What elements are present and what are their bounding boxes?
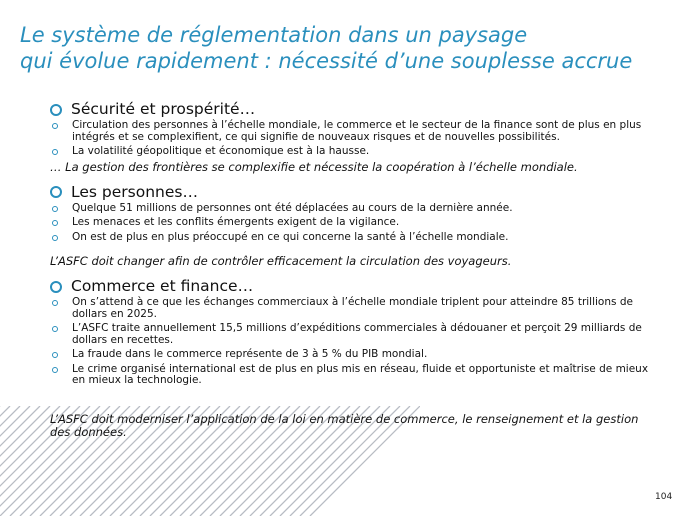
section-heading-text: Sécurité et prospérité… <box>71 100 256 118</box>
bullet-icon <box>52 352 58 358</box>
list-item-text: Quelque 51 millions de personnes ont été déplacées au cours de la dernière année. <box>72 201 513 214</box>
list-item <box>50 120 660 143</box>
list-item-text: Le crime organisé international est de plus en plus mis en réseau, fluide et opportuniste et maîtrise de mieux en mieux la technologie. <box>72 362 649 386</box>
slide-content <box>50 94 660 439</box>
list-item-text: On est de plus en plus préoccupé en ce qui concerne la santé à l’échelle mondiale. <box>72 230 509 243</box>
section-heading-text: Les personnes… <box>71 182 198 201</box>
bullet-icon <box>50 104 62 116</box>
bullet-icon <box>52 220 58 226</box>
bullet-icon <box>52 123 58 129</box>
list-item-text: L’ASFC traite annuellement 15,5 millions d’expéditions commerciales à dédouaner et perçoit 29 milliards de dollars en recettes. <box>72 322 642 346</box>
slide-title-line-1: Le système de réglementation dans un paysage <box>20 23 528 47</box>
bullet-icon <box>52 300 58 306</box>
bullet-icon <box>52 149 58 155</box>
list-item <box>50 146 660 158</box>
slide-title-line-2: qui évolue rapidement : nécessité d’une souplesse accrue <box>20 49 633 73</box>
bullet-icon <box>52 326 58 332</box>
list-item <box>50 349 660 361</box>
bullet-icon <box>50 186 62 198</box>
bullet-icon <box>52 206 58 212</box>
list-item-text: Les menaces et les conflits émergents exigent de la vigilance. <box>72 216 400 228</box>
section-heading-text: Commerce et finance… <box>71 277 254 295</box>
section-note: … La gestion des frontières se complexifie et nécessite la coopération à l’échelle mondiale. <box>50 159 578 174</box>
section-heading-personnes <box>50 183 660 202</box>
page-number: 104 <box>655 492 673 502</box>
bullet-icon <box>50 281 62 293</box>
list-item-text: La fraude dans le commerce représente de 3 à 5 % du PIB mondial. <box>72 348 428 360</box>
section-note: L’ASFC doit moderniser l’application de la loi en matière de commerce, le renseignement et la gestion des données. <box>50 411 639 439</box>
bullet-icon <box>52 235 58 241</box>
list-item-text: On s’attend à ce que les échanges commerciaux à l’échelle mondiale triplent pour atteindre 85 trillions de dollars en 2025. <box>72 296 633 320</box>
section-note: L’ASFC doit changer afin de contrôler efficacement la circulation des voyageurs. <box>50 254 512 268</box>
list-item-text: Circulation des personnes à l’échelle mondiale, le commerce et le secteur de la finance sont de plus en plus intégrés et se complexifient, ce qui signifie de nouveaux risques et de nouvelles possibilités. <box>72 119 642 143</box>
list-item <box>50 323 660 346</box>
slide-title <box>20 22 680 74</box>
section-heading-commerce <box>50 277 660 296</box>
list-item <box>50 232 660 244</box>
list-item <box>50 203 660 215</box>
bullet-icon <box>52 367 58 373</box>
section-heading-securite <box>50 100 660 119</box>
list-item <box>50 297 660 320</box>
list-item <box>50 364 660 387</box>
list-item <box>50 217 660 229</box>
list-item-text: La volatilité géopolitique et économique est à la hausse. <box>72 145 370 157</box>
